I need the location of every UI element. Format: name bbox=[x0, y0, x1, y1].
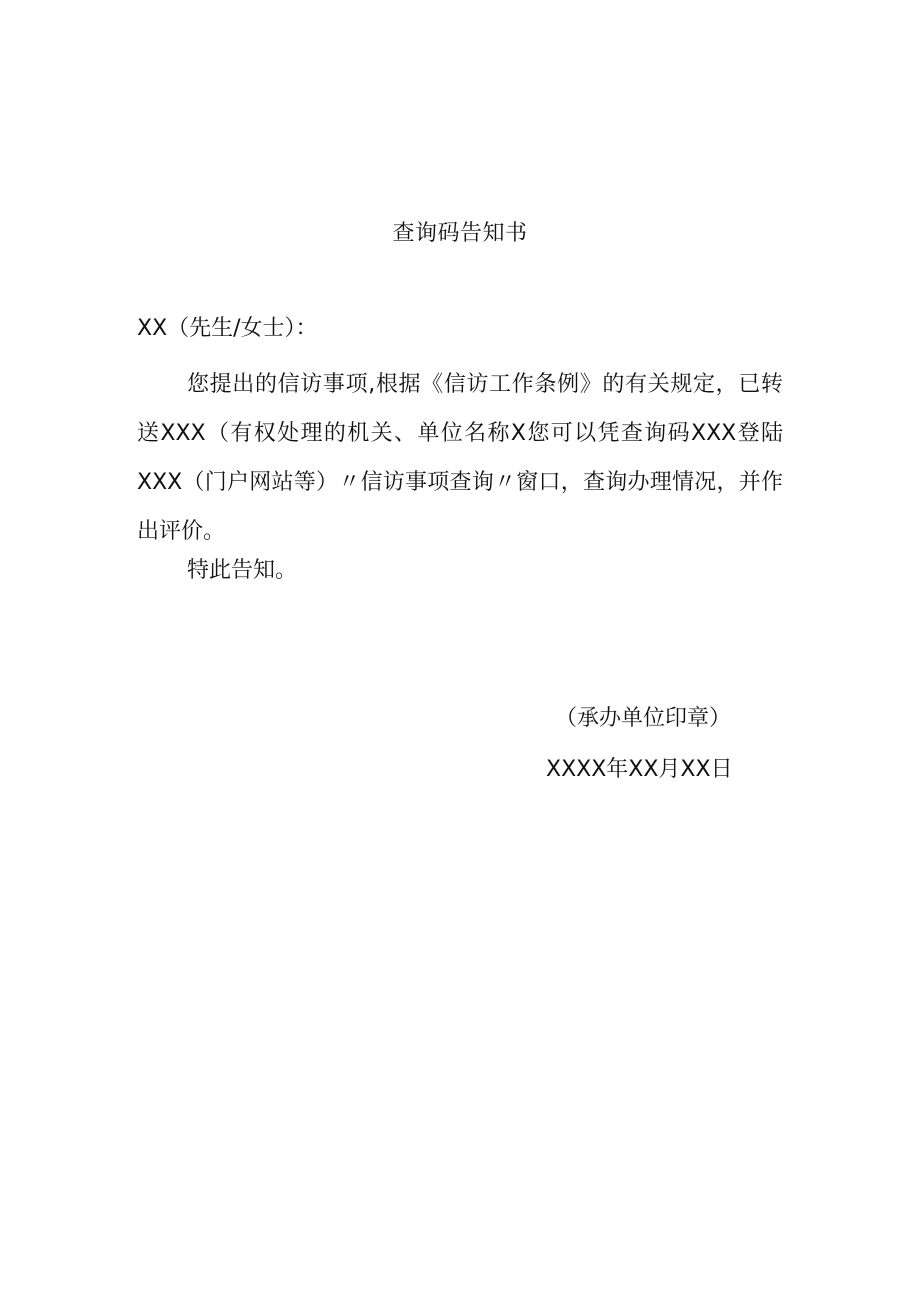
closing-line: 特此告知。 bbox=[187, 558, 298, 583]
document-title: 查询码告知书 bbox=[392, 221, 528, 246]
seal-placeholder: （承办单位印章） bbox=[555, 706, 732, 731]
body-paragraph: 您提出的信访事项,根据《信访工作条例》的有关规定，已转送XXX（有权处理的机关、单位名称X您可以凭查询码XXX登陆XXX（门户网站等）〃信访事项查询〃窗口，查询办理情况，并作出评价。 bbox=[137, 372, 783, 544]
salutation: XX（先生/女士）： bbox=[137, 316, 318, 341]
date-line: XXXX年XX月XX日 bbox=[546, 757, 733, 782]
